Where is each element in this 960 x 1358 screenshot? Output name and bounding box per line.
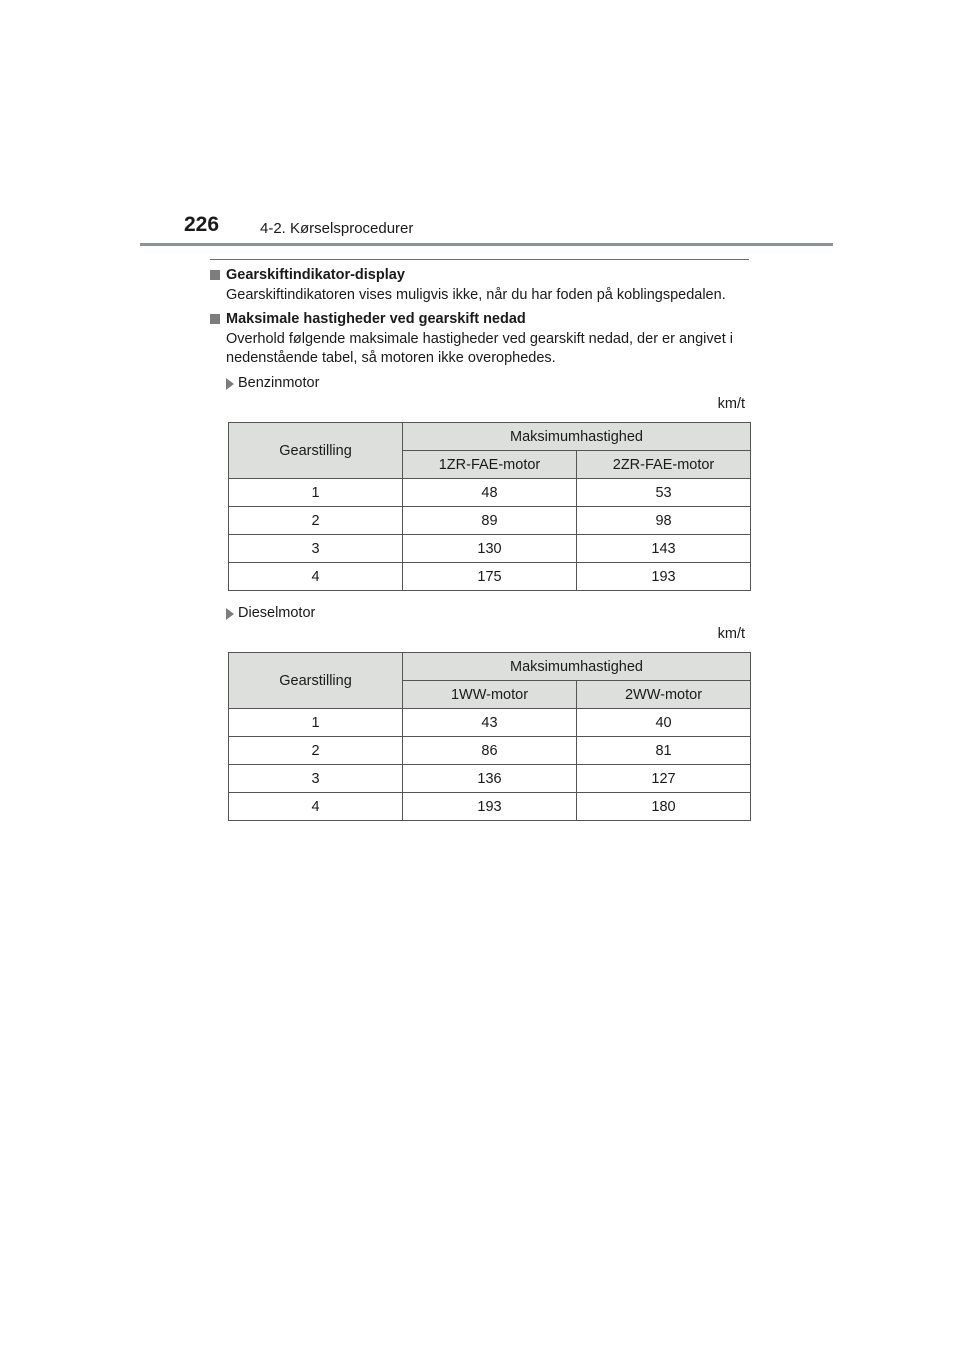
section-heading-text: Gearskiftindikator-display [226, 267, 405, 283]
table-row [229, 479, 751, 507]
column-header-engine: 2ZR-FAE-motor [577, 451, 751, 479]
table-row [229, 535, 751, 563]
table-cell: 86 [403, 737, 577, 765]
table-cell: 3 [229, 535, 403, 563]
column-header-engine: 1WW-motor [403, 681, 577, 709]
header-divider [140, 243, 833, 246]
section-text: Gearskiftindikatoren vises muligvis ikke, når du har foden på koblingspedalen. [226, 287, 726, 303]
content-divider [210, 259, 749, 260]
subsection-label-text: Benzinmotor [238, 375, 320, 391]
table-row [229, 507, 751, 535]
table-row [229, 765, 751, 793]
triangle-bullet-icon [226, 378, 234, 390]
unit-label: km/t [717, 396, 745, 412]
triangle-bullet-icon [226, 608, 234, 620]
table-cell: 143 [577, 535, 751, 563]
table-cell: 48 [403, 479, 577, 507]
table-row [229, 563, 751, 591]
table-cell: 2 [229, 737, 403, 765]
petrol-speed-table [228, 422, 751, 591]
column-header-engine: 2WW-motor [577, 681, 751, 709]
table-cell: 98 [577, 507, 751, 535]
section-heading-text: Maksimale hastigheder ved gearskift nedad [226, 311, 526, 327]
page-content [210, 265, 755, 821]
table-cell: 53 [577, 479, 751, 507]
table-cell: 2 [229, 507, 403, 535]
page-header [0, 0, 960, 260]
subsection-label [210, 603, 755, 623]
table-cell: 175 [403, 563, 577, 591]
column-header-gear: Gearstilling [229, 423, 403, 479]
subsection-label [210, 373, 755, 393]
table-row [229, 709, 751, 737]
table-cell: 180 [577, 793, 751, 821]
subsection-label-text: Dieselmotor [238, 605, 316, 621]
column-header-gear: Gearstilling [229, 653, 403, 709]
table-cell: 136 [403, 765, 577, 793]
table-cell: 89 [403, 507, 577, 535]
square-bullet-icon [210, 314, 220, 324]
column-header-engine: 1ZR-FAE-motor [403, 451, 577, 479]
section-max-speeds [210, 309, 755, 368]
table-row [229, 737, 751, 765]
column-header-group: Maksimumhastighed [403, 423, 751, 451]
diesel-speed-table [228, 652, 751, 821]
unit-label: km/t [717, 626, 745, 642]
table-cell: 3 [229, 765, 403, 793]
square-bullet-icon [210, 270, 220, 280]
page-number: 226 [184, 213, 220, 236]
table-cell: 43 [403, 709, 577, 737]
section-heading [210, 265, 755, 285]
table-cell: 4 [229, 793, 403, 821]
table-cell: 1 [229, 479, 403, 507]
table-cell: 127 [577, 765, 751, 793]
section-gearshift-indicator [210, 265, 755, 305]
table-cell: 4 [229, 563, 403, 591]
section-text: Overhold følgende maksimale hastigheder ved gearskift nedad, der er angivet i nedenstående tabel, så motoren ikke overophedes. [226, 331, 733, 366]
table-cell: 130 [403, 535, 577, 563]
section-title: 4-2. Kørselsprocedurer [260, 220, 414, 237]
table-cell: 193 [577, 563, 751, 591]
table-cell: 40 [577, 709, 751, 737]
table-cell: 1 [229, 709, 403, 737]
column-header-group: Maksimumhastighed [403, 653, 751, 681]
section-heading [210, 309, 755, 329]
table-cell: 193 [403, 793, 577, 821]
table-cell: 81 [577, 737, 751, 765]
table-row [229, 793, 751, 821]
